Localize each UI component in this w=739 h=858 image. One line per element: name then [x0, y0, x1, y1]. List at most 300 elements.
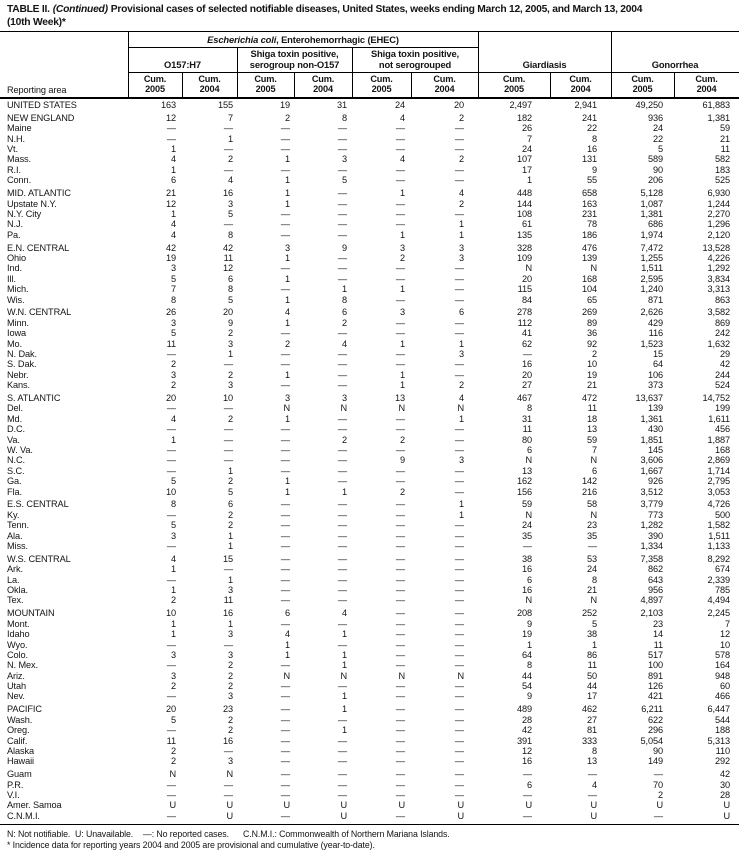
value-cell: 2	[170, 745, 176, 756]
value-cell: —	[395, 263, 405, 274]
table-title-prefix: TABLE II.	[7, 4, 50, 15]
table-row	[0, 756, 739, 766]
value-cell: 242	[714, 328, 730, 339]
reporting-area-cell: Mont.	[7, 618, 30, 629]
value-cell: 6	[284, 608, 290, 619]
value-cell: —	[395, 608, 405, 619]
value-cell: 13	[586, 756, 597, 767]
value-cell: 2	[170, 359, 176, 370]
value-cell: —	[223, 434, 233, 445]
table-row	[0, 564, 739, 574]
value-cell: 8	[170, 294, 176, 305]
value-cell: 8	[341, 112, 347, 123]
value-cell: —	[337, 595, 347, 606]
value-cell: U	[226, 810, 233, 821]
value-cell: 7,358	[640, 553, 663, 564]
table-row	[0, 175, 739, 185]
value-cell: N	[340, 403, 347, 414]
value-cell: 35	[586, 530, 597, 541]
value-cell: 4	[341, 608, 347, 619]
value-cell: 1,381	[640, 208, 663, 219]
reporting-area-cell: R.I.	[7, 164, 21, 175]
value-cell: 476	[581, 242, 597, 253]
value-cell: —	[395, 445, 405, 455]
value-cell: —	[454, 541, 464, 552]
column-group-shiga-not-serogrouped	[352, 48, 478, 72]
value-cell: 3	[170, 530, 176, 541]
value-cell: 6	[227, 499, 233, 510]
value-cell: —	[280, 735, 290, 746]
value-cell: 13	[586, 424, 597, 435]
value-cell: 2,270	[707, 208, 730, 219]
value-cell: 2,339	[707, 574, 730, 585]
value-cell: 1,361	[640, 413, 663, 424]
header-divider	[478, 31, 479, 97]
cum-label: Cum.	[143, 74, 167, 85]
table-row	[0, 318, 739, 328]
value-cell: 10	[586, 359, 597, 370]
column-header-cum-3	[237, 73, 294, 96]
value-cell: —	[337, 413, 347, 424]
column-header-cum-7	[478, 73, 550, 96]
value-cell: 19	[165, 252, 176, 263]
reporting-area-cell: Iowa	[7, 328, 27, 339]
value-cell: 2	[227, 670, 233, 681]
value-cell: N	[590, 509, 597, 520]
value-cell: 3	[170, 369, 176, 380]
value-cell: 1	[170, 585, 176, 596]
value-cell: 131	[581, 154, 597, 165]
value-cell: 27	[586, 714, 597, 725]
value-cell: 2	[170, 380, 176, 391]
value-cell: —	[395, 691, 405, 702]
value-cell: 61	[521, 219, 532, 230]
value-cell: —	[166, 725, 176, 736]
value-cell: —	[454, 465, 464, 476]
table-row	[0, 414, 739, 424]
value-cell: —	[337, 574, 347, 585]
reporting-area-cell: Hawaii	[7, 756, 34, 767]
value-cell: 1	[341, 660, 347, 671]
value-cell: 292	[714, 756, 730, 767]
value-cell: 1	[526, 175, 532, 186]
value-cell: —	[337, 445, 347, 455]
value-cell: 231	[581, 208, 597, 219]
value-cell: 1	[284, 188, 290, 199]
value-cell: 2	[399, 252, 405, 263]
value-cell: 1	[227, 541, 233, 552]
value-cell: —	[587, 769, 597, 780]
value-cell: 2,103	[640, 608, 663, 619]
value-cell: 1	[284, 154, 290, 165]
table-row	[0, 188, 739, 198]
reporting-area-cell: Ark.	[7, 564, 23, 575]
value-cell: —	[166, 691, 176, 702]
value-cell: 3	[227, 380, 233, 391]
value-cell: —	[395, 595, 405, 606]
value-cell: 3,582	[707, 307, 730, 318]
reporting-area-cell: Tenn.	[7, 520, 29, 531]
value-cell: 5	[227, 486, 233, 497]
value-cell: —	[337, 530, 347, 541]
value-cell: 53	[586, 553, 597, 564]
value-cell: —	[454, 445, 464, 455]
value-cell: U	[656, 800, 663, 811]
value-cell: N	[226, 769, 233, 780]
value-cell: 871	[647, 294, 663, 305]
table-row	[0, 736, 739, 746]
value-cell: 188	[714, 725, 730, 736]
value-cell: —	[395, 714, 405, 725]
value-cell: 10	[719, 639, 730, 650]
year-label: 2004	[434, 84, 455, 95]
value-cell: 62	[521, 338, 532, 349]
value-cell: —	[337, 735, 347, 746]
reporting-area-cell: Mass.	[7, 154, 32, 165]
value-cell: 5	[657, 144, 663, 155]
value-cell: —	[587, 790, 597, 800]
table-row	[0, 487, 739, 497]
value-cell: —	[166, 810, 176, 821]
value-cell: 2	[458, 198, 464, 209]
value-cell: —	[337, 585, 347, 596]
value-cell: —	[223, 403, 233, 414]
value-cell: —	[454, 123, 464, 134]
cum-label: Cum.	[370, 74, 393, 85]
table-row	[0, 499, 739, 509]
value-cell: N	[590, 595, 597, 606]
value-cell: —	[454, 144, 464, 155]
value-cell: 1,244	[707, 198, 730, 209]
value-cell: 84	[521, 294, 532, 305]
value-cell: —	[395, 564, 405, 575]
value-cell: 1	[227, 465, 233, 476]
value-cell: —	[337, 144, 347, 155]
value-cell: 144	[516, 198, 532, 209]
value-cell: 6,930	[707, 188, 730, 199]
value-cell: —	[395, 790, 405, 800]
table-row	[0, 209, 739, 219]
value-cell: 16	[521, 564, 532, 575]
table-row	[0, 295, 739, 305]
value-cell: 16	[521, 585, 532, 596]
value-cell: 2	[341, 434, 347, 445]
reporting-area-cell: S. Dak.	[7, 359, 37, 370]
value-cell: —	[166, 424, 176, 435]
value-cell: —	[395, 681, 405, 692]
value-cell: 1	[170, 208, 176, 219]
value-cell: 18	[586, 413, 597, 424]
value-cell: 891	[647, 670, 663, 681]
value-cell: —	[223, 790, 233, 800]
value-cell: —	[337, 756, 347, 767]
table-section	[0, 499, 739, 551]
value-cell: —	[166, 465, 176, 476]
value-cell: 115	[517, 284, 532, 295]
value-cell: 24	[394, 100, 405, 110]
value-cell: N	[590, 455, 597, 466]
value-cell: 4	[170, 413, 176, 424]
value-cell: 21	[586, 380, 597, 391]
table-row	[0, 585, 739, 595]
value-cell: 1	[284, 175, 290, 186]
value-cell: 80	[521, 434, 532, 445]
value-cell: 110	[715, 745, 730, 756]
value-cell: 5	[170, 476, 176, 487]
value-cell: 785	[714, 585, 730, 596]
value-cell: 1,714	[707, 465, 730, 476]
value-cell: —	[454, 704, 464, 715]
table-title-rest: Provisional cases of selected notifiable diseases, United States, weeks ending March 12, 2005, and March 13, 2004	[110, 4, 643, 15]
value-cell: 500	[714, 509, 730, 520]
value-cell: 3,313	[707, 284, 730, 295]
value-cell: —	[454, 273, 464, 284]
value-cell: —	[395, 359, 405, 370]
value-cell: 517	[647, 649, 663, 660]
value-cell: —	[280, 810, 290, 821]
table-title	[7, 4, 642, 29]
value-cell: —	[337, 779, 347, 790]
table-section	[0, 704, 739, 766]
value-cell: 1,887	[707, 434, 730, 445]
value-cell: 216	[581, 486, 597, 497]
reporting-area-cell: La.	[7, 574, 20, 585]
value-cell: 7	[591, 445, 597, 455]
reporting-area-cell: Vt.	[7, 144, 18, 155]
table-row	[0, 144, 739, 154]
table-section	[0, 608, 739, 702]
table-row	[0, 575, 739, 585]
value-cell: —	[337, 618, 347, 629]
value-cell: —	[337, 455, 347, 466]
value-cell: 183	[714, 164, 730, 175]
value-cell: N	[525, 595, 532, 606]
value-cell: 2,941	[574, 100, 597, 110]
value-cell: 3	[170, 670, 176, 681]
reporting-area-cell: C.N.M.I.	[7, 810, 40, 821]
value-cell: —	[395, 574, 405, 585]
value-cell: 70	[652, 779, 663, 790]
value-cell: —	[522, 769, 532, 780]
value-cell: —	[395, 649, 405, 660]
value-cell: N	[525, 455, 532, 466]
reporting-area-cell: Va.	[7, 434, 20, 445]
value-cell: 421	[647, 691, 663, 702]
value-cell: —	[395, 541, 405, 552]
reporting-area-cell: Ky.	[7, 509, 20, 520]
value-cell: 9	[526, 691, 532, 702]
value-cell: 7	[170, 284, 176, 295]
value-cell: —	[337, 273, 347, 284]
value-cell: 3	[458, 252, 464, 263]
column-header-cum-4	[294, 73, 352, 96]
value-cell: 23	[586, 520, 597, 531]
value-cell: 1	[227, 530, 233, 541]
value-cell: —	[280, 499, 290, 510]
value-cell: 462	[581, 704, 597, 715]
value-cell: 9	[341, 242, 347, 253]
value-cell: —	[454, 328, 464, 339]
value-cell: 4	[170, 229, 176, 240]
value-cell: —	[337, 359, 347, 370]
reporting-area-cell: Guam	[7, 769, 32, 780]
value-cell: —	[337, 714, 347, 725]
header-bottom-rule	[0, 97, 739, 99]
value-cell: 5	[227, 294, 233, 305]
value-cell: 4,494	[707, 595, 730, 606]
value-cell: 1	[341, 704, 347, 715]
value-cell: —	[223, 745, 233, 756]
value-cell: N	[398, 670, 405, 681]
cum-label: Cum.	[433, 74, 456, 85]
table-row	[0, 154, 739, 164]
table-row	[0, 307, 739, 317]
value-cell: —	[337, 745, 347, 756]
value-cell: 12	[719, 629, 730, 640]
value-cell: 38	[586, 629, 597, 640]
value-cell: 11	[720, 144, 730, 155]
value-cell: 1,334	[640, 541, 663, 552]
value-cell: 3	[458, 242, 464, 253]
value-cell: —	[280, 520, 290, 531]
table-row	[0, 691, 739, 701]
value-cell: —	[280, 380, 290, 391]
value-cell: 100	[647, 660, 663, 671]
value-cell: 28	[719, 790, 730, 800]
value-cell: —	[522, 790, 532, 800]
value-cell: U	[226, 800, 233, 811]
value-cell: 112	[517, 317, 532, 328]
value-cell: 13,528	[702, 242, 730, 253]
value-cell: —	[337, 564, 347, 575]
value-cell: 1	[170, 629, 176, 640]
value-cell: 252	[581, 608, 597, 619]
value-cell: 643	[647, 574, 663, 585]
value-cell: 8	[591, 133, 597, 144]
value-cell: 2	[341, 317, 347, 328]
value-cell: 5	[170, 714, 176, 725]
year-label: 2004	[313, 84, 333, 95]
value-cell: 19	[279, 100, 290, 110]
value-cell: 11	[587, 403, 597, 414]
value-cell: U	[525, 800, 532, 811]
value-cell: —	[454, 175, 464, 186]
year-label: 2004	[199, 84, 220, 95]
value-cell: —	[337, 188, 347, 199]
reporting-area-cell: Okla.	[7, 585, 28, 596]
value-cell: 8,292	[707, 553, 730, 564]
reporting-area-cell: MID. ATLANTIC	[7, 188, 71, 199]
value-cell: 4	[458, 188, 464, 199]
value-cell: 168	[714, 445, 730, 455]
value-cell: 1,511	[641, 263, 663, 274]
reporting-area-cell: W. Va.	[7, 445, 33, 455]
value-cell: N	[457, 670, 464, 681]
reporting-area-cell: Fla.	[7, 486, 22, 497]
year-label: 2005	[371, 84, 392, 95]
value-cell: —	[454, 164, 464, 175]
value-cell: 1	[284, 294, 290, 305]
value-cell: 1	[399, 338, 405, 349]
reporting-area-cell: Ala.	[7, 530, 23, 541]
value-cell: —	[280, 208, 290, 219]
reporting-area-cell: S. ATLANTIC	[7, 393, 61, 404]
table-row	[0, 253, 739, 263]
value-cell: 55	[586, 175, 597, 186]
value-cell: 3	[227, 198, 233, 209]
value-cell: 1,632	[707, 338, 730, 349]
table-row	[0, 800, 739, 810]
value-cell: 26	[521, 123, 532, 134]
table-row	[0, 790, 739, 800]
column-group-label: Shiga toxin positive,	[370, 48, 459, 60]
value-cell: 6	[526, 574, 532, 585]
value-cell: —	[454, 359, 464, 370]
value-cell: 12	[521, 745, 532, 756]
value-cell: —	[280, 790, 290, 800]
value-cell: —	[280, 660, 290, 671]
value-cell: 1,381	[707, 112, 730, 123]
value-cell: —	[454, 681, 464, 692]
value-cell: —	[587, 541, 597, 552]
value-cell: 35	[521, 530, 532, 541]
value-cell: 1	[227, 133, 233, 144]
value-cell: 467	[516, 393, 532, 404]
value-cell: 1,087	[640, 198, 663, 209]
table-row	[0, 424, 739, 434]
value-cell: —	[280, 229, 290, 240]
value-cell: 3,606	[640, 455, 663, 466]
value-cell: —	[454, 208, 464, 219]
value-cell: —	[395, 618, 405, 629]
value-cell: 126	[647, 681, 663, 692]
header-divider	[294, 73, 295, 97]
value-cell: 1	[399, 380, 405, 391]
table-row	[0, 199, 739, 209]
table-row	[0, 780, 739, 790]
value-cell: 4,726	[707, 499, 730, 510]
table-row	[0, 370, 739, 380]
table-row	[0, 811, 739, 821]
value-cell: 10	[165, 486, 176, 497]
value-cell: 16	[222, 188, 233, 199]
value-cell: —	[280, 328, 290, 339]
table-row	[0, 113, 739, 123]
reporting-area-cell: Ga.	[7, 476, 22, 487]
value-cell: —	[280, 704, 290, 715]
value-cell: U	[590, 810, 597, 821]
value-cell: 2,245	[707, 608, 730, 619]
value-cell: 44	[521, 670, 532, 681]
ehec-group-header	[129, 32, 477, 47]
value-cell: 9	[591, 164, 597, 175]
value-cell: 1	[341, 725, 347, 736]
value-cell: 155	[217, 100, 233, 110]
value-cell: —	[395, 208, 405, 219]
value-cell: 244	[714, 369, 730, 380]
table-row	[0, 243, 739, 253]
value-cell: —	[280, 769, 290, 780]
table-row	[0, 230, 739, 240]
value-cell: —	[395, 198, 405, 209]
value-cell: 14,752	[702, 393, 730, 404]
reporting-area-cell: UNITED STATES	[7, 100, 77, 110]
value-cell: U	[590, 800, 597, 811]
table-row	[0, 681, 739, 691]
table-row	[0, 328, 739, 338]
value-cell: 544	[714, 714, 730, 725]
header-divider	[128, 31, 129, 97]
